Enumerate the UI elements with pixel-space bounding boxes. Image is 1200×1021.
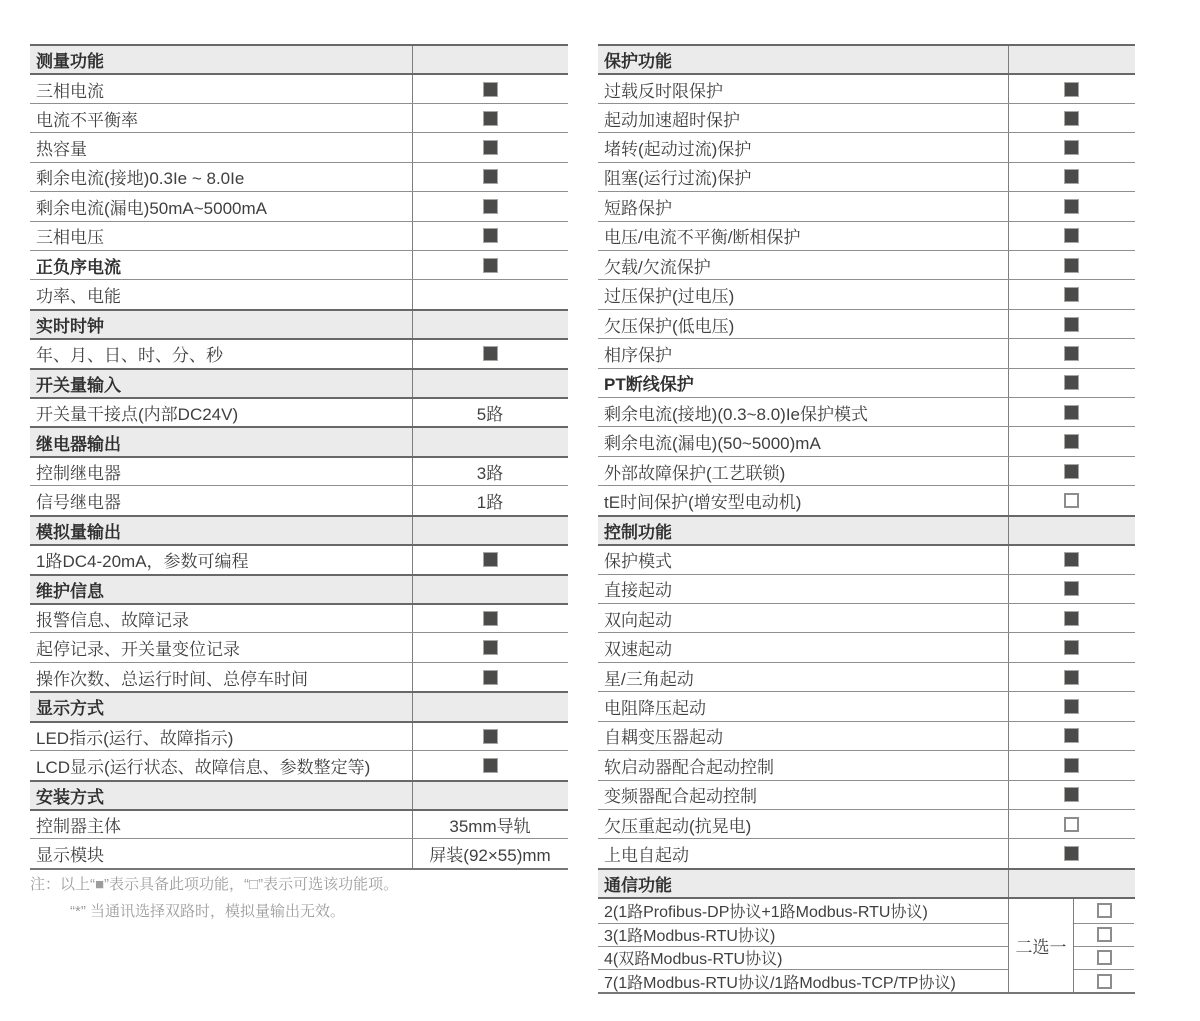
section-header-row — [30, 515, 568, 544]
feature-row — [30, 838, 568, 867]
feature-row — [598, 338, 1135, 367]
feature-row — [30, 338, 568, 367]
feature-label: 过压保护(过电压) — [604, 287, 735, 307]
feature-label: 剩余电流(漏电)(50~5000)mA — [604, 434, 821, 454]
filled-square-icon — [1064, 699, 1079, 714]
filled-square-icon — [1064, 728, 1079, 743]
feature-row — [598, 809, 1135, 838]
filled-square-icon — [483, 111, 498, 126]
feature-label: 三相电流 — [36, 81, 104, 101]
feature-value: 屏装(92×55)mm — [429, 846, 551, 866]
section-title: 保护功能 — [604, 52, 672, 72]
filled-square-icon — [1064, 346, 1079, 361]
filled-square-icon — [1064, 581, 1079, 596]
filled-square-icon — [1064, 199, 1079, 214]
comm-protocol-label: 4(双路Modbus-RTU协议) — [604, 951, 783, 969]
feature-label: 剩余电流(接地)(0.3~8.0)Ie保护模式 — [604, 404, 869, 424]
communication-options-block — [598, 897, 1135, 992]
filled-square-icon — [1064, 228, 1079, 243]
filled-square-icon — [1064, 287, 1079, 302]
comm-protocol-label: 2(1路Profibus-DP协议+1路Modbus-RTU协议) — [604, 904, 928, 922]
feature-label: 剩余电流(接地)0.3Ie ~ 8.0Ie — [36, 169, 245, 189]
choice-label: 二选一 — [1015, 938, 1067, 958]
feature-label: 自耦变压器起动 — [604, 728, 723, 748]
empty-checkbox-icon — [1097, 950, 1112, 965]
feature-row — [598, 750, 1135, 779]
feature-label: 功率、电能 — [36, 287, 121, 307]
feature-row — [598, 662, 1135, 691]
feature-row — [30, 662, 568, 691]
empty-checkbox-icon — [1064, 493, 1079, 508]
feature-label: 显示模块 — [36, 846, 104, 866]
feature-row — [30, 632, 568, 661]
feature-row — [30, 221, 568, 250]
feature-row — [30, 456, 568, 485]
section-title: 安装方式 — [36, 787, 104, 807]
comm-check-cell — [1074, 946, 1134, 969]
comm-protocol-list — [598, 899, 1009, 992]
comm-protocol-row — [598, 899, 1008, 922]
section-title: 继电器输出 — [36, 434, 121, 454]
filled-square-icon — [483, 228, 498, 243]
feature-label: 保护模式 — [604, 552, 672, 572]
feature-label: 软启动器配合起动控制 — [604, 757, 774, 777]
feature-label: 过载反时限保护 — [604, 81, 723, 101]
feature-row — [598, 368, 1135, 397]
feature-label: tE时间保护(增安型电动机) — [604, 493, 802, 513]
empty-checkbox-icon — [1064, 817, 1079, 832]
feature-row — [30, 750, 568, 779]
feature-row — [30, 162, 568, 191]
filled-square-icon — [1064, 111, 1079, 126]
comm-protocol-row — [598, 946, 1008, 969]
comm-protocol-label: 7(1路Modbus-RTU协议/1路Modbus-TCP/TP协议) — [604, 974, 956, 992]
feature-row — [598, 250, 1135, 279]
feature-label: 电阻降压起动 — [604, 698, 706, 718]
choice-cell — [1009, 899, 1074, 992]
filled-square-icon — [1064, 434, 1079, 449]
filled-square-icon — [483, 169, 498, 184]
feature-row — [598, 73, 1135, 102]
filled-square-icon — [1064, 375, 1079, 390]
feature-row — [30, 279, 568, 308]
section-header-row — [30, 780, 568, 809]
feature-label: 起停记录、开关量变位记录 — [36, 640, 240, 660]
section-title: 模拟量输出 — [36, 522, 121, 542]
filled-square-icon — [483, 140, 498, 155]
feature-row — [598, 309, 1135, 338]
section-header-row — [598, 868, 1135, 897]
feature-row — [598, 426, 1135, 455]
feature-label: 三相电压 — [36, 228, 104, 248]
filled-square-icon — [1064, 640, 1079, 655]
feature-row — [598, 691, 1135, 720]
feature-row — [598, 603, 1135, 632]
feature-label: PT断线保护 — [604, 375, 694, 395]
feature-row — [598, 632, 1135, 661]
feature-label: 阻塞(运行过流)保护 — [604, 169, 752, 189]
feature-row — [30, 250, 568, 279]
filled-square-icon — [1064, 405, 1079, 420]
comm-protocol-row — [598, 969, 1008, 992]
filled-square-icon — [483, 199, 498, 214]
feature-value: 5路 — [476, 405, 504, 425]
feature-label: 外部故障保护(工艺联锁) — [604, 463, 786, 483]
filled-square-icon — [483, 729, 498, 744]
feature-label: 双向起动 — [604, 610, 672, 630]
feature-label: 报警信息、故障记录 — [36, 611, 189, 631]
filled-square-icon — [1064, 787, 1079, 802]
feature-label: 信号继电器 — [36, 493, 121, 513]
section-header-row — [30, 691, 568, 720]
filled-square-icon — [483, 670, 498, 685]
filled-square-icon — [1064, 552, 1079, 567]
feature-row — [598, 162, 1135, 191]
feature-label: 欠载/欠流保护 — [604, 257, 711, 277]
measurement-functions-table — [30, 44, 568, 870]
feature-label: 电压/电流不平衡/断相保护 — [604, 228, 801, 248]
feature-row — [598, 780, 1135, 809]
section-header-row — [30, 309, 568, 338]
section-header-row — [30, 368, 568, 397]
section-title: 开关量输入 — [36, 375, 121, 395]
feature-label: 年、月、日、时、分、秒 — [36, 346, 223, 366]
filled-square-icon — [1064, 758, 1079, 773]
feature-label: 短路保护 — [604, 198, 672, 218]
feature-label: 星/三角起动 — [604, 669, 694, 689]
filled-square-icon — [1064, 258, 1079, 273]
feature-row — [598, 221, 1135, 250]
feature-row — [30, 809, 568, 838]
feature-row — [598, 132, 1135, 161]
feature-row — [30, 485, 568, 514]
feature-label: 变频器配合起动控制 — [604, 787, 757, 807]
feature-label: 起动加速超时保护 — [604, 110, 740, 130]
feature-row — [598, 103, 1135, 132]
feature-label: 双速起动 — [604, 640, 672, 660]
protection-functions-table — [598, 44, 1135, 994]
section-title: 显示方式 — [36, 699, 104, 719]
feature-label: LCD显示(运行状态、故障信息、参数整定等) — [36, 757, 371, 777]
section-header-row — [30, 44, 568, 73]
feature-label: 剩余电流(漏电)50mA~5000mA — [36, 198, 267, 218]
feature-row — [598, 485, 1135, 514]
feature-row — [598, 574, 1135, 603]
filled-square-icon — [1064, 82, 1079, 97]
feature-row — [30, 397, 568, 426]
feature-row — [598, 544, 1135, 573]
feature-row — [30, 544, 568, 573]
filled-square-icon — [483, 346, 498, 361]
feature-label: LED指示(运行、故障指示) — [36, 728, 234, 748]
asterisk-note: “*” 当通讯选择双路时，模拟量输出无效。 — [70, 903, 345, 920]
comm-check-cell — [1074, 923, 1134, 946]
filled-square-icon — [1064, 846, 1079, 861]
feature-label: 堵转(起动过流)保护 — [604, 139, 752, 159]
feature-row — [598, 397, 1135, 426]
feature-row — [30, 191, 568, 220]
section-title: 测量功能 — [36, 52, 104, 72]
empty-checkbox-icon — [1097, 974, 1112, 989]
section-title: 通信功能 — [604, 876, 672, 896]
feature-label: 热容量 — [36, 139, 87, 159]
filled-square-icon — [1064, 317, 1079, 332]
feature-row — [598, 191, 1135, 220]
feature-label: 欠压保护(低电压) — [604, 316, 735, 336]
filled-square-icon — [483, 611, 498, 626]
section-header-row — [30, 574, 568, 603]
feature-row — [30, 73, 568, 102]
feature-row — [30, 103, 568, 132]
feature-value: 35mm导轨 — [449, 817, 531, 837]
filled-square-icon — [483, 82, 498, 97]
filled-square-icon — [1064, 611, 1079, 626]
filled-square-icon — [483, 552, 498, 567]
feature-label: 相序保护 — [604, 345, 672, 365]
section-title: 实时时钟 — [36, 317, 104, 336]
feature-row — [598, 279, 1135, 308]
feature-label: 直接起动 — [604, 581, 672, 601]
section-header-row — [598, 44, 1135, 73]
feature-label: 控制器主体 — [36, 817, 121, 837]
feature-label: 电流不平衡率 — [36, 110, 138, 130]
feature-row — [30, 603, 568, 632]
filled-square-icon — [1064, 169, 1079, 184]
filled-square-icon — [483, 640, 498, 655]
feature-value: 1路 — [476, 493, 504, 513]
feature-value: 3路 — [476, 464, 504, 484]
section-title: 控制功能 — [604, 522, 672, 542]
feature-row — [30, 721, 568, 750]
legend-note: 注：以上“■”表示具备此项功能，“□”表示可选该功能项。 — [30, 876, 399, 893]
feature-label: 操作次数、总运行时间、总停车时间 — [36, 669, 308, 689]
feature-row — [598, 456, 1135, 485]
empty-checkbox-icon — [1097, 903, 1112, 918]
feature-label: 欠压重起动(抗晃电) — [604, 816, 752, 836]
comm-checkbox-column — [1074, 899, 1134, 992]
feature-row — [598, 721, 1135, 750]
feature-label: 控制继电器 — [36, 464, 121, 484]
comm-check-cell — [1074, 899, 1134, 922]
section-header-row — [598, 515, 1135, 544]
section-header-row — [30, 426, 568, 455]
feature-label: 开关量干接点(内部DC24V) — [36, 405, 239, 425]
feature-row — [598, 838, 1135, 867]
comm-protocol-label: 3(1路Modbus-RTU协议) — [604, 928, 776, 946]
empty-checkbox-icon — [1097, 927, 1112, 942]
filled-square-icon — [1064, 464, 1079, 479]
filled-square-icon — [483, 258, 498, 273]
filled-square-icon — [483, 758, 498, 773]
filled-square-icon — [1064, 670, 1079, 685]
section-title: 维护信息 — [36, 581, 104, 601]
comm-protocol-row — [598, 923, 1008, 946]
comm-check-cell — [1074, 969, 1134, 992]
feature-label: 正负序电流 — [36, 257, 121, 277]
feature-label: 1路DC4-20mA，参数可编程 — [36, 552, 249, 572]
feature-row — [30, 132, 568, 161]
feature-label: 上电自起动 — [604, 846, 689, 866]
filled-square-icon — [1064, 140, 1079, 155]
